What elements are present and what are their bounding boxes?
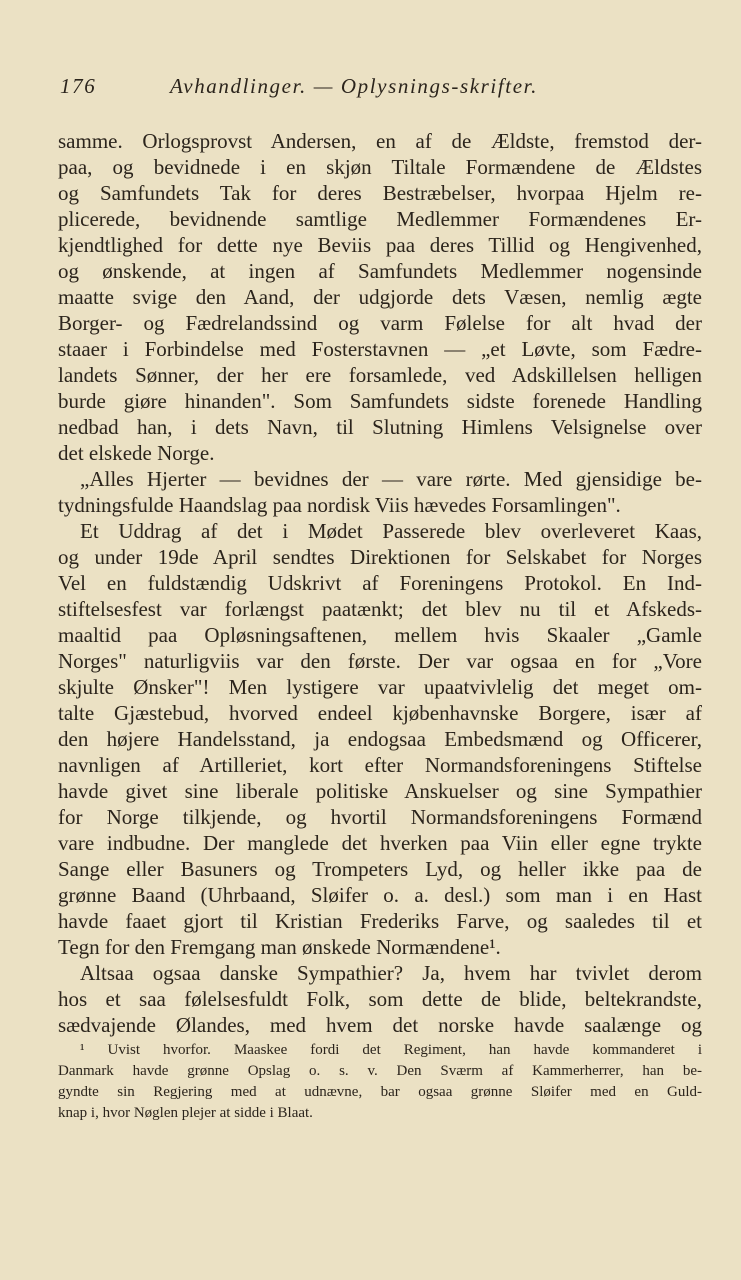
text-line: hos et saa følelsesfuldt Folk, som dette de blide, beltekrandste, xyxy=(58,987,702,1011)
text-line: stiftelsesfest var forlængst paatænkt; det blev nu til et Afskeds- xyxy=(58,597,702,621)
text-line: det elskede Norge. xyxy=(58,441,215,465)
text-line: kjendtlighed for dette nye Beviis paa deres Tillid og Hengivenhed, xyxy=(58,233,702,257)
text-line: staaer i Forbindelse med Fosterstavnen — „et Løvte, som Fædre- xyxy=(58,337,702,361)
text-line: talte Gjæstebud, hvorved endeel kjøbenhavnske Borgere, især af xyxy=(58,701,702,725)
text-line: for Norge tilkjende, og hvortil Normandsforeningens Formænd xyxy=(58,805,702,829)
text-line: og Samfundets Tak for deres Bestræbelser, hvorpaa Hjelm re- xyxy=(58,181,702,205)
text-line: Borger- og Fædrelandssind og varm Følelse for alt hvad der xyxy=(58,311,702,335)
text-line: og ønskende, at ingen af Samfundets Medlemmer nogensinde xyxy=(58,259,702,283)
text-line: Norges" naturligviis var den første. Der var ogsaa en for „Vore xyxy=(58,649,702,673)
page-number: 176 xyxy=(60,74,97,98)
text-line: samme. Orlogsprovst Andersen, en af de Ældste, fremstod der- xyxy=(58,129,702,153)
text-line: havde givet sine liberale politiske Anskuelser og sine Sympathier xyxy=(58,779,702,803)
text-line: Altsaa ogsaa danske Sympathier? Ja, hvem har tvivlet derom xyxy=(80,961,702,985)
text-line: den højere Handelsstand, ja endogsaa Embedsmænd og Officerer, xyxy=(58,727,702,751)
footnote xyxy=(58,1040,702,1124)
text-line: og under 19de April sendtes Direktionen for Selskabet for Norges xyxy=(58,545,702,569)
text-line: Vel en fuldstændig Udskrivt af Foreningens Protokol. En Ind- xyxy=(58,571,702,595)
text-line: plicerede, bevidnende samtlige Medlemmer Formændenes Er- xyxy=(58,207,702,231)
text-line: sædvajende Ølandes, med hvem det norske havde saalænge og xyxy=(58,1013,702,1037)
text-line: „Alles Hjerter — bevidnes der — vare rørte. Med gjensidige be- xyxy=(80,467,702,491)
body-text xyxy=(58,128,702,1038)
footnote-line: gyndte sin Regjering med at udnævne, bar ogsaa grønne Sløifer med en Guld- xyxy=(58,1084,702,1100)
footnote-line: Danmark havde grønne Opslag o. s. v. Den Sværm af Kammerherrer, han be- xyxy=(58,1063,702,1079)
text-line: vare indbudne. Der manglede det hverken paa Viin eller egne trykte xyxy=(58,831,702,855)
text-line: Sange eller Basuners og Trompeters Lyd, og heller ikke paa de xyxy=(58,857,702,881)
text-line: nedbad han, i dets Navn, til Slutning Himlens Velsignelse over xyxy=(58,415,702,439)
text-line: landets Sønner, der her ere forsamlede, ved Adskillelsen helligen xyxy=(58,363,702,387)
text-line: navnligen af Artilleriet, kort efter Normandsforeningens Stiftelse xyxy=(58,753,702,777)
text-line: tydningsfulde Haandslag paa nordisk Viis hævedes Forsamlingen". xyxy=(58,493,621,517)
text-line: havde faaet gjort til Kristian Frederiks Farve, og saaledes til et xyxy=(58,909,702,933)
text-line: paa, og bevidnede i en skjøn Tiltale Formændene de Ældstes xyxy=(58,155,702,179)
text-line: maatte svige den Aand, der udgjorde dets Væsen, nemlig ægte xyxy=(58,285,702,309)
text-line: grønne Baand (Uhrbaand, Sløifer o. a. desl.) som man i en Hast xyxy=(58,883,702,907)
footnote-line: ¹ Uvist hvorfor. Maaskee fordi det Regiment, han havde kommanderet i xyxy=(80,1042,702,1058)
text-line: burde giøre hinanden". Som Samfundets sidste forenede Handling xyxy=(58,389,702,413)
footnote-line: knap i, hvor Nøglen plejer at sidde i Blaat. xyxy=(58,1105,313,1121)
text-line: maaltid paa Opløsningsaftenen, mellem hvis Skaaler „Gamle xyxy=(58,623,702,647)
running-title: Avhandlinger. — Oplysnings-skrifter. xyxy=(170,74,538,98)
text-line: skjulte Ønsker"! Men lystigere var upaatvivlelig det meget om- xyxy=(58,675,702,699)
running-header xyxy=(60,74,681,99)
text-line: Et Uddrag af det i Mødet Passerede blev overleveret Kaas, xyxy=(80,519,702,543)
text-line: Tegn for den Fremgang man ønskede Normændene¹. xyxy=(58,935,501,959)
